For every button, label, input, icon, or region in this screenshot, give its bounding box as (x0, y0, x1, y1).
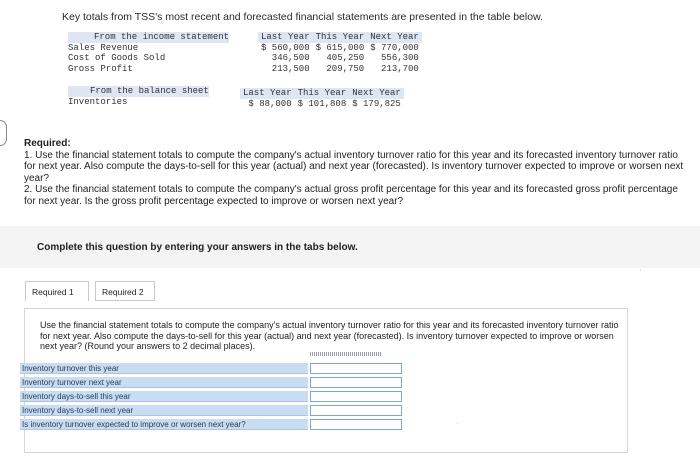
cell: 213,500 (271, 63, 310, 74)
cell: $ 88,000 (248, 98, 292, 109)
income-table (258, 32, 422, 74)
answer-input-box (310, 419, 402, 430)
cell: 346,500 (271, 53, 310, 63)
answer-label: Inventory turnover this year (20, 363, 308, 374)
table-row (258, 43, 422, 54)
cell: 209,750 (326, 63, 365, 74)
cell: $ 560,000 (261, 42, 310, 53)
table-row (258, 53, 422, 64)
table-row (258, 64, 422, 75)
stray-mark: ʼ (640, 270, 642, 277)
dotted-header (310, 352, 382, 356)
col-header: Next Year (367, 32, 422, 43)
income-row-label: Cost of Goods Sold (68, 53, 166, 63)
tab-required-1[interactable]: Required 1 (25, 281, 89, 301)
required-title: Required: (24, 138, 71, 149)
answer-label: Inventory days-to-sell this year (20, 391, 308, 402)
answer-label: Is inventory turnover expected to improve or worsen next year? (20, 419, 308, 430)
answer-label: Inventory turnover next year (20, 377, 308, 388)
cell: 405,250 (326, 53, 365, 63)
cell: $ 615,000 (315, 42, 365, 53)
tab-required-2[interactable]: Required 2 (95, 281, 155, 301)
answer-label: Inventory days-to-sell next year (20, 405, 308, 416)
required-item-2: 2. Use the financial statement totals to compute the company's actual gross profit percentage for this year and its forecasted gross profit percentage for next year. Is the gross profit percentage expected to improve or worsen next year? (24, 184, 678, 207)
cell: 556,300 (381, 53, 419, 63)
income-row-label: Gross Profit (68, 63, 133, 74)
col-header: Next Year (349, 88, 404, 99)
income-labels (68, 32, 229, 74)
balance-caption: From the balance sheet (68, 86, 209, 97)
complete-note: Complete this question by entering your answers in the tabs below. (37, 242, 358, 253)
required-item-1: 1. Use the financial statement totals to compute the company's actual inventory turnover ratio for this year and its forecasted inventory turnover ratio for next year. Also compute the days-to-sell for this year (actual) and next year (forecasted). Is inventory turnover expected to improve or worsen next year? (24, 149, 684, 184)
cell: $ 179,825 (352, 98, 401, 109)
bracket-decoration (0, 120, 7, 146)
balance-row-label: Inventories (68, 96, 128, 107)
col-header: This Year (295, 88, 350, 99)
cell: $ 770,000 (370, 42, 419, 53)
improve-or-worsen-input[interactable] (311, 426, 401, 435)
col-header: Last Year (240, 88, 295, 99)
income-row-label: Sales Revenue (68, 42, 139, 53)
answer-input-box (310, 377, 402, 388)
panel-instructions: Use the financial statement totals to compute the company's actual inventory turnover ratio for this year and its forecasted inventory turnover ratio for next year. Also compute the days-to-sell for this year (actual) and next year (forecasted). Is inventory turnover expected to improve or worsen next year? (Round your answers to 2 decimal places). (40, 320, 619, 351)
cell: $ 101,808 (297, 98, 347, 109)
stray-mark: ʼ (457, 423, 459, 430)
answer-input-box (310, 363, 402, 374)
col-header: Last Year (258, 32, 313, 43)
col-header: This Year (313, 32, 368, 43)
income-caption: From the income statement (68, 32, 229, 43)
balance-labels (68, 86, 209, 107)
answer-input-box (310, 391, 402, 402)
intro-text: Key totals from TSS's most recent and forecasted financial statements are presented in the table below. (62, 11, 543, 23)
table-row (240, 99, 404, 110)
cell: 213,700 (381, 63, 419, 74)
required-section (24, 138, 684, 207)
balance-table (240, 88, 404, 109)
answer-input-box (310, 405, 402, 416)
